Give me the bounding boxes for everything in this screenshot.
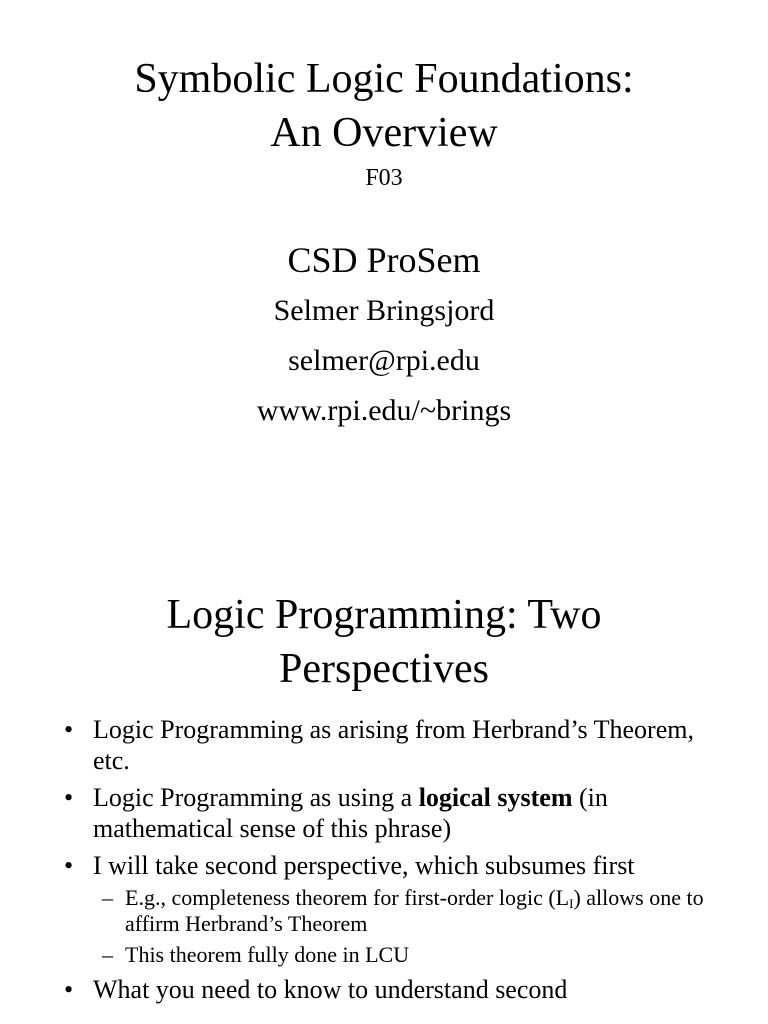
slide-title: [0, 52, 768, 160]
author-name: Selmer Bringsjord: [273, 294, 495, 327]
sub-bullet-text-part: ) allows one to affirm Herbrand’s Theorem: [125, 885, 704, 936]
bullet-item: [0, 974, 768, 1005]
bullet-icon: •: [64, 851, 74, 880]
bullet-icon: •: [64, 715, 74, 744]
course-name: CSD ProSem: [287, 240, 481, 280]
bullet-list: [0, 714, 768, 1011]
bullet-text: What you need to know to understand second: [93, 975, 568, 1004]
bullet-icon: •: [64, 783, 74, 812]
course-code: F03: [365, 165, 403, 191]
sub-bullet-item: [93, 942, 728, 968]
sub-bullet-list: [93, 885, 728, 968]
bullet-text: Logic Programming as arising from Herbrand’s Theorem, etc.: [93, 715, 694, 775]
bullet-item: [0, 714, 768, 776]
dash-icon: –: [102, 942, 113, 967]
bullet-item: [0, 850, 768, 968]
content-slide: [0, 580, 768, 1024]
bullet-icon: •: [64, 975, 74, 1004]
author-email: selmer@rpi.edu: [288, 344, 480, 377]
sub-bullet-text: This theorem fully done in LCU: [125, 942, 410, 967]
slide-title: [0, 588, 768, 696]
title-line-2: An Overview: [270, 110, 498, 156]
sub-bullet-text: [125, 885, 704, 936]
bullet-text: [93, 783, 608, 843]
subscript: I: [569, 896, 574, 911]
author-url: www.rpi.edu/~brings: [256, 394, 512, 427]
bold-term: logical system: [418, 783, 573, 812]
title-line-1: Symbolic Logic Foundations:: [134, 56, 634, 102]
bullet-text-part: (in mathematical sense of this phrase): [93, 783, 608, 843]
bullet-text-part: Logic Programming as using a: [93, 783, 419, 812]
dash-icon: –: [102, 885, 113, 910]
bullet-text: I will take second perspective, which subsumes first: [93, 851, 635, 880]
title-line-2: Perspectives: [279, 646, 489, 692]
bullet-item: [0, 782, 768, 844]
sub-bullet-item: [93, 885, 728, 937]
sub-bullet-text-part: E.g., completeness theorem for first-order logic (L: [125, 885, 570, 910]
title-line-1: Logic Programming: Two: [166, 592, 602, 638]
